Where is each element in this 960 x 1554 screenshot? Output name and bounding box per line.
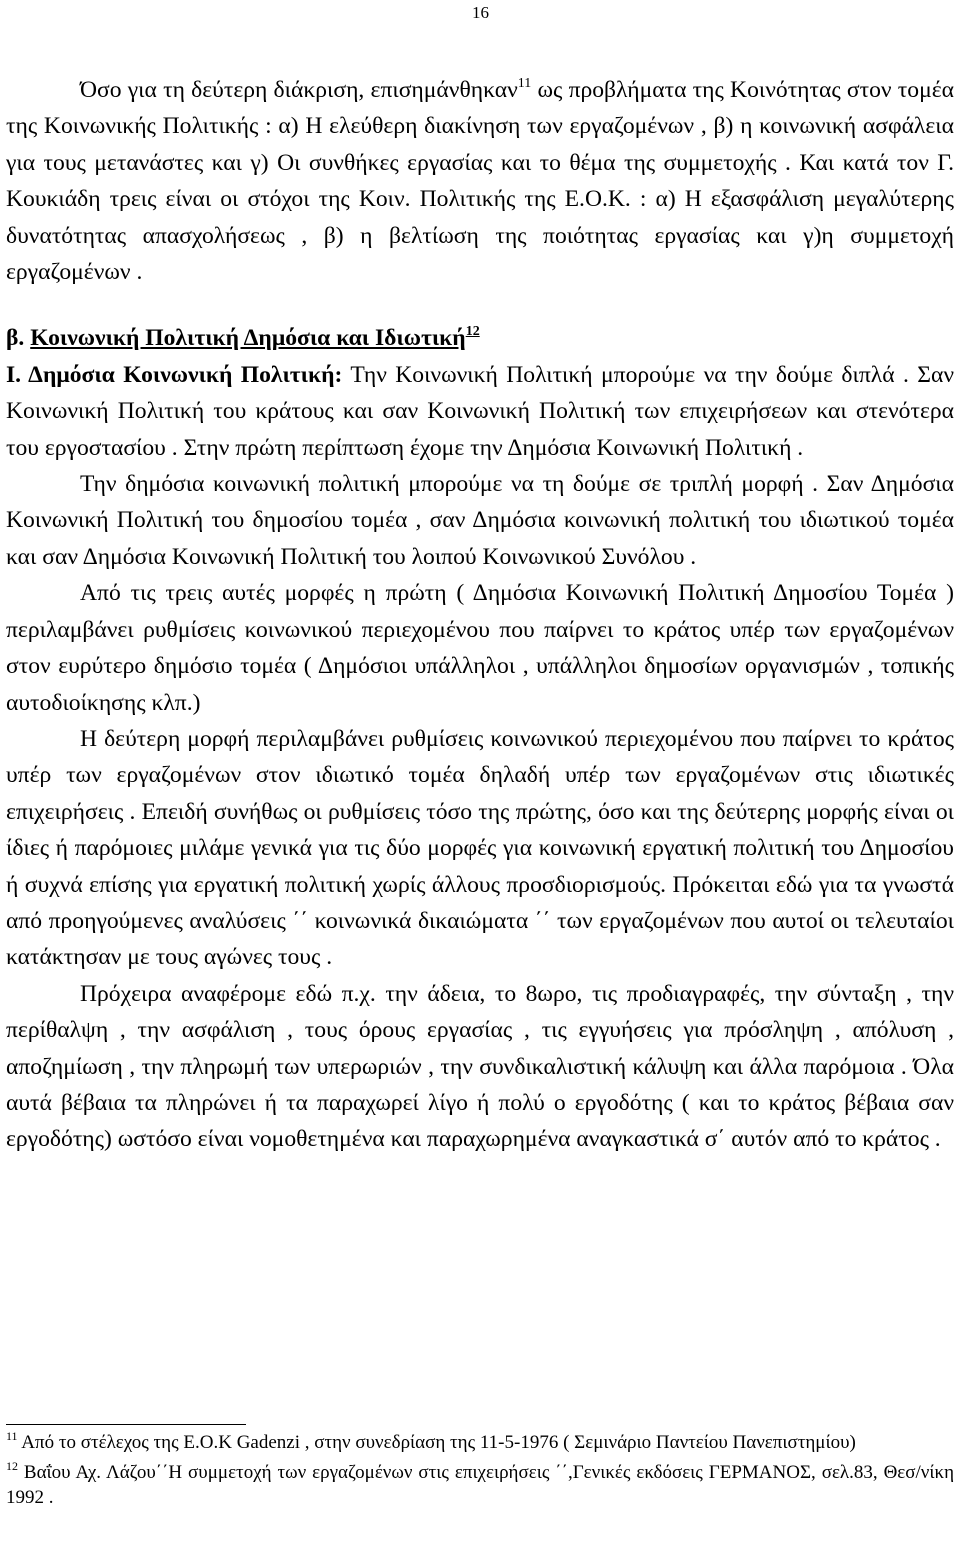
footnote-ref-11: 11 (517, 76, 532, 91)
footnote-mark: 11 (6, 1429, 18, 1443)
paragraph-1-text-b: ως προβλήματα της Κοινότητας στον τομέα της Κοινωνικής Πολιτικής : α) Η ελεύθερη διακίνηση των εργαζομένων , β) η κοινωνική ασφάλεια για τους μετανάστες και γ) Οι συνθήκες εργασίας και το θέμα της συμμετοχής . Και κατά τον Γ. Κουκιάδη τρεις είναι οι στόχοι της Κοιν. Πολιτικής της Ε.Ο.Κ. : α) Η εξασφάλιση μεγαλύτερης δυνατότητας απασχολήσεως , β) η βελτίωση της ποιότητας εργασίας και γ)η συμμετοχή εργαζομένων . (6, 77, 954, 286)
subsection-label: Ι. Δημόσια Κοινωνική Πολιτική: (6, 361, 343, 388)
paragraph-1-text-a: Όσο για τη δεύτερη διάκριση, επισημάνθηκαν (80, 77, 518, 103)
footnote-12 (6, 1460, 954, 1510)
section-heading-prefix: β. (6, 325, 31, 352)
footnote-separator (6, 1424, 246, 1425)
section-heading (6, 320, 954, 356)
paragraph-2 (6, 357, 954, 466)
footnote-text: Από το στέλεχος της Ε.Ο.Κ Gadenzi , στην συνεδρίαση της 11-5-1976 ( Σεμινάριο Παντείου Πανεπιστημίου) (17, 1432, 856, 1453)
footnote-ref-12: 12 (465, 324, 480, 340)
page-number: 16 (472, 3, 489, 22)
footnotes (6, 1430, 954, 1515)
paragraph-1 (6, 72, 954, 290)
paragraph-4: Από τις τρεις αυτές μορφές η πρώτη ( Δημόσια Κοινωνική Πολιτική Δημοσίου Τομέα ) περιλαμβάνει ρυθμίσεις κοινωνικού περιεχομένου που παίρνει το κράτος υπέρ των εργαζομένων στον ευρύτερο δημόσιο τομέα ( Δημόσιοι υπάλληλοι , υπάλληλοι δημοσίων οργανισμών , τοπικής αυτοδιοίκησης κλπ.) (6, 580, 954, 716)
paragraph-6: Πρόχειρα αναφέρομε εδώ π.χ. την άδεια, το 8ωρο, τις προδιαγραφές, την σύνταξη , την περίθαλψη , την ασφάλιση , τους όρους εργασίας , τις εγγυήσεις για πρόσληψη , απόλυση , αποζημίωση , την πληρωμή των υπερωριών , την συνδικαλιστική κάλυψη και άλλα παρόμοια . Όλα αυτά βέβαια τα πληρώνει ή τα παραχωρεί λίγο ή πολύ ο εργοδότης ( και το κράτος βέβαια σαν εργοδότης) ωστόσο είναι νομοθετημένα και παραχωρημένα αναγκαστικά σ΄ αυτόν από το κράτος . (6, 980, 954, 1153)
paragraph-5: Η δεύτερη μορφή περιλαμβάνει ρυθμίσεις κοινωνικού περιεχομένου που παίρνει το κράτος υπέρ των εργαζομένων στον ιδιωτικό τομέα δηλαδή υπέρ των εργαζομένων στις ιδιωτικές επιχειρήσεις . Επειδή συνήθως οι ρυθμίσεις τόσο της πρώτης, όσο και της δεύτερης μορφής είναι οι ίδιες ή παρόμοιες μιλάμε γενικά για τις δύο μορφές για κοινωνική εργατική πολιτική του Δημοσίου ή συχνά επίσης για εργατική πολιτική χωρίς άλλους προσδιορισμούς. Πρόκειται εδώ για τα γνωστά από προηγούμενες αναλύσεις ΄΄ κοινωνικά δικαιώματα ΄΄ των εργαζομένων που αυτοί οι τελευταίοι κατάκτησαν με τους αγώνες τους . (6, 725, 954, 971)
body-text (6, 72, 954, 1158)
footnote-mark: 12 (6, 1459, 18, 1473)
footnote-11 (6, 1430, 954, 1455)
paragraph-2-text: Την Κοινωνική Πολιτική μπορούμε να την δούμε διπλά . Σαν Κοινωνική Πολιτική του κράτους και σαν Κοινωνική Πολιτική των επιχειρήσεων και στενότερα του εργοστασίου . Στην πρώτη περίπτωση έχομε την Δημόσια Κοινωνική Πολιτική . (6, 361, 954, 461)
paragraph-3: Την δημόσια κοινωνική πολιτική μπορούμε να τη δούμε σε τριπλή μορφή . Σαν Δημόσια Κοινωνική Πολιτική του δημοσίου τομέα , σαν Δημόσια κοινωνική πολιτική του ιδιωτικού τομέα και σαν Δημόσια Κοινωνική Πολιτική του λοιπού Κοινωνικού Συνόλου . (6, 471, 954, 570)
footnote-text: Βαΐου Αχ. Λάζου΄΄Η συμμετοχή των εργαζομένων στις επιχειρήσεις ΄΄,Γενικές εκδόσεις ΓΕΡΜΑΝΟΣ, σελ.83, Θεσ/νίκη 1992 . (6, 1462, 954, 1508)
section-heading-title: Κοινωνική Πολιτική Δημόσια και Ιδιωτική (30, 325, 466, 352)
